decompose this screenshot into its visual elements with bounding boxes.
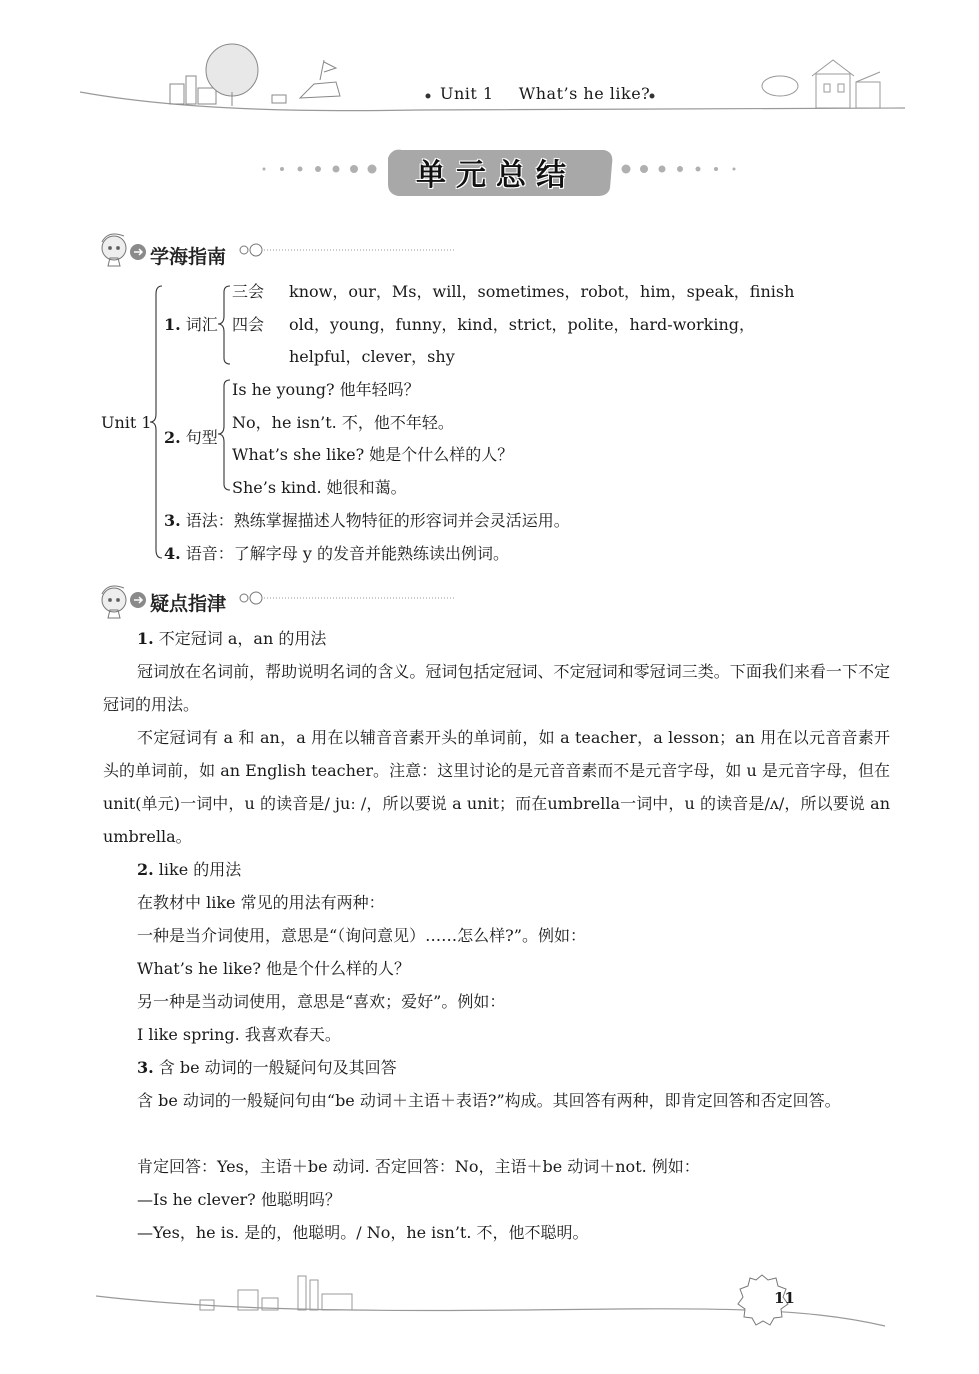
point-3-title: 含 be 动词的一般疑问句及其回答 xyxy=(158,1058,397,1077)
point-3-line: 肯定回答：Yes，主语＋be 动词. 否定回答：No，主语＋be 动词＋not. 例如： xyxy=(137,1157,700,1176)
sentences-label xyxy=(164,428,218,448)
point-2-line: 另一种是当动词使用，意思是“喜欢；爱好”。例如： xyxy=(137,992,506,1011)
cartoon-icon xyxy=(96,578,148,626)
phonics-item xyxy=(164,544,509,564)
point-3-line: —Is he clever? 他聪明吗？ xyxy=(137,1190,341,1209)
vocab-sihui-words-2: helpful，clever，shy xyxy=(289,347,455,366)
point-2-line: 在教材中 like 常见的用法有两种： xyxy=(137,893,385,912)
point-1-num: 1. xyxy=(137,629,154,648)
sentence-item: She’s kind. 她很和蔼。 xyxy=(232,478,407,497)
point-1-heading xyxy=(137,622,837,655)
point-3-num: 3. xyxy=(137,1058,154,1077)
point-1-para-a: 冠词放在名词前，帮助说明名词的含义。冠词包括定冠词、不定冠词和零冠词三类。下面我们来看一下不定冠词的用法。 xyxy=(103,662,890,714)
title-banner xyxy=(386,150,614,198)
point-1-para-b: 不定冠词有 a 和 an，a 用在以辅音音素开头的单词前，如 a teacher，a lesson；an 用在以元音音素开头的单词前，如 an English teacher。注意：这里讨论的是元音音素而不是元音字母，如 u 是元音字母，但在 unit(单元)一词中，u 的读音是/ juː /，所以要说 a unit；而在umbrella一词中，u 的读音是/ʌ/，所以要说 an umbrella。 xyxy=(103,728,890,846)
vocab-num: 1. xyxy=(164,315,181,334)
header-decoration xyxy=(0,0,979,130)
grammar-num: 3. xyxy=(164,511,181,530)
section-rule xyxy=(236,240,456,260)
grammar-item xyxy=(164,511,570,531)
point-3-heading xyxy=(137,1051,837,1084)
point-2-line: 一种是当介词使用，意思是“（询问意见）……怎么样?”。例如： xyxy=(137,926,586,945)
point-3-para-a: 含 be 动词的一般疑问句由“be 动词＋主语＋表语?”构成。其回答有两种，即肯定回答和否定回答。 xyxy=(137,1091,841,1110)
grammar-text: 语法：熟练掌握描述人物特征的形容词并会灵活运用。 xyxy=(185,511,570,530)
point-2-line: I like spring. 我喜欢春天。 xyxy=(137,1025,341,1044)
point-2-num: 2. xyxy=(137,860,154,879)
vocab-sihui-label: 四会 xyxy=(232,315,265,334)
phonics-num: 4. xyxy=(164,544,181,563)
cartoon-icon xyxy=(96,226,148,274)
section-title-guide: 学海指南 xyxy=(150,246,227,268)
point-3-line: —Yes，he is. 是的，他聪明。/ No，he isn’t. 不，他不聪明。 xyxy=(137,1223,589,1242)
header-unit: Unit 1 xyxy=(440,84,494,103)
sentence-item: No，he isn’t. 不，他不年轻。 xyxy=(232,413,454,432)
section-title-faq: 疑点指津 xyxy=(150,593,227,615)
running-header xyxy=(440,84,650,103)
vocab-label xyxy=(164,315,218,335)
outline-root: Unit 1 xyxy=(101,413,152,432)
section-rule xyxy=(236,588,456,608)
page-title: 单元总结 xyxy=(416,158,576,193)
sentence-item: Is he young? 他年轻吗？ xyxy=(232,380,420,399)
point-2-title: like 的用法 xyxy=(158,860,242,879)
point-2-heading xyxy=(137,853,837,886)
vocab-text: 词汇 xyxy=(185,315,218,334)
vocab-sanhui-label: 三会 xyxy=(232,282,265,301)
page-number: 11 xyxy=(774,1289,795,1307)
vocab-sihui-words-1: old，young，funny，kind，strict，polite，hard-working， xyxy=(289,315,756,334)
sentences-num: 2. xyxy=(164,428,181,447)
vocab-sanhui-words: know，our，Ms，will，sometimes，robot，him，speak，finish xyxy=(289,282,795,301)
header-title: What’s he like? xyxy=(518,84,651,103)
point-2-line: What’s he like? 他是个什么样的人？ xyxy=(137,959,411,978)
phonics-text: 语音：了解字母 y 的发音并能熟练读出例词。 xyxy=(185,544,510,563)
sentence-item: What’s she like? 她是个什么样的人？ xyxy=(232,445,514,464)
sentences-text: 句型 xyxy=(185,428,218,447)
footer-decoration xyxy=(0,1260,979,1340)
point-1-title: 不定冠词 a，an 的用法 xyxy=(158,629,327,648)
